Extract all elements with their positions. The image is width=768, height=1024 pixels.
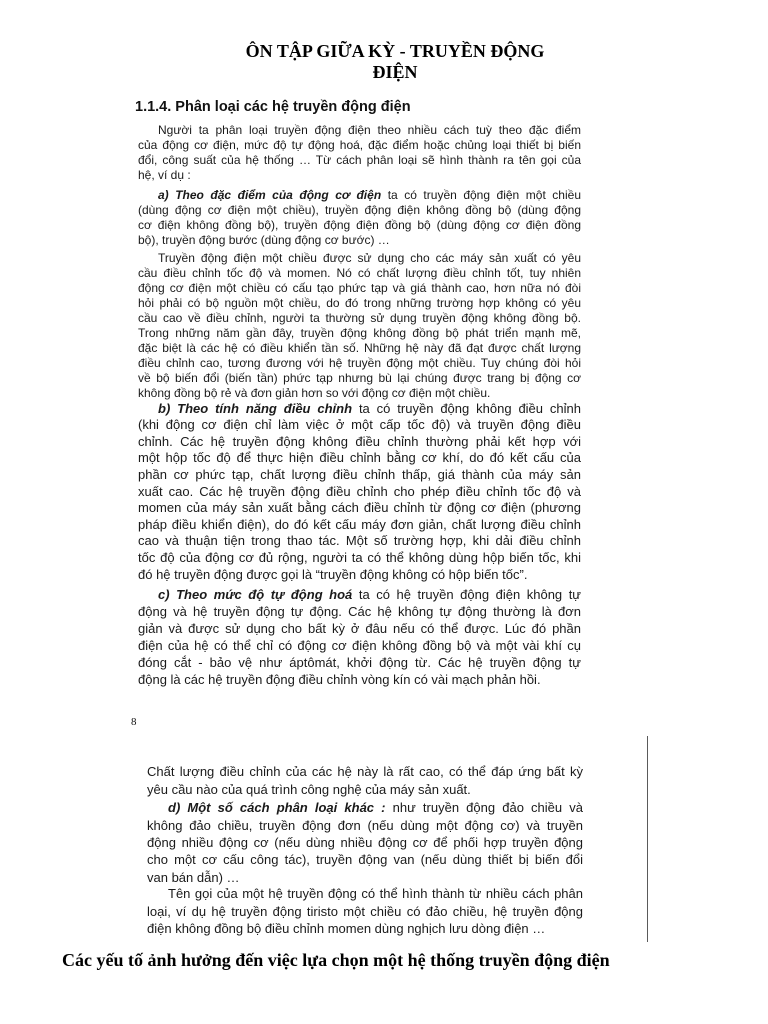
item-c-lead-rest: ta có hệ truyền động điện không tự <box>352 586 582 602</box>
scan-text-line: pháp điều khiển điện), do đó kết cấu máy đơn giản, chất lượng điều chỉnh <box>138 516 581 532</box>
scan-text-line: của động cơ điện, mức độ tự động hoá, đặc điểm hoặc chủng loại thiết bị biến <box>138 137 581 152</box>
scan-text-line: hệ, ví dụ : <box>138 167 191 182</box>
item-a-lead-rest: ta có truyền động điện một chiều <box>381 187 581 202</box>
scan-text-line: xuất cao. Các hệ truyền động điều chỉnh cho phép điều chỉnh tốc độ và <box>138 483 581 499</box>
paragraph-intro <box>138 123 581 183</box>
page-edge-line <box>647 736 648 942</box>
scan-text-line: momen của máy sản xuất bằng cách điều chỉnh từ động cơ điện (phương <box>138 500 581 516</box>
scan-text-line: điều chỉnh cao, tương đương với hệ truyền động một chiều. Tuy chúng đòi hỏi <box>138 356 581 371</box>
scan-text-line: đổi, công suất của hệ thống … Từ cách phân loại sẽ hình thành ra tên gọi của <box>138 152 581 167</box>
item-d-lead-in: d) Một số cách phân loại khác : <box>168 800 386 816</box>
scan-text-line: về bộ biến đổi (biến tần) phức tạp nhưng bù lại chúng được trang bị động cơ <box>138 371 581 386</box>
scan-text-line: động là các hệ truyền động điều chỉnh vòng kín có vài mạch phản hồi. <box>138 671 541 687</box>
paragraph-item-c <box>138 586 581 688</box>
item-b-lead-in: b) Theo tính năng điều chỉnh <box>158 400 353 416</box>
scan-text-line: cao và thuận tiện trong thao tác. Một số trường hợp, khi dải điều chỉnh <box>138 533 581 549</box>
scan-text-line: phần cơ phức tạp, chất lượng điều chỉnh thấp, giá thành của máy sản <box>138 467 581 483</box>
scan-text-line: động nhiều động cơ (nếu dùng nhiều động cơ để phối hợp truyền động <box>147 834 583 850</box>
scan-text-line: đóng cắt - bảo vệ như áptômát, khởi động từ. Các hệ truyền động tự <box>138 654 581 670</box>
scan-text-line: cầu điều chỉnh tốc độ và momen. Nó có chất lượng điều chỉnh tốt, tuy nhiên <box>138 265 581 280</box>
scan-text-line: (khi động cơ điện chỉ làm việc ở một cấp tốc độ) và truyền động điều <box>138 417 581 433</box>
paragraph-item-b <box>138 401 581 584</box>
paragraph-item-d <box>147 799 583 885</box>
scan-text-line: van bán dẫn) … <box>147 869 240 885</box>
document-title: ÔN TẬP GIỮA KỲ - TRUYỀN ĐỘNG ĐIỆN <box>245 41 545 82</box>
item-a-lead-in: a) Theo đặc điểm của động cơ điện <box>158 187 382 202</box>
scan-text-line <box>138 401 581 418</box>
scan-text-line: chỉnh. Các hệ truyền động không điều chỉnh thường phải kết hợp với <box>138 433 581 449</box>
item-d-lead-rest: như truyền động đảo chiều và <box>385 800 583 816</box>
paragraph-item-a <box>138 188 581 248</box>
scan-text-line: cầu cao về điều chỉnh, người ta thường sử dụng truyền động không đồng bộ. <box>138 310 581 325</box>
scan-text-line: cơ điện không đồng bộ), truyền động điện đồng bộ (dùng động cơ điện đồng <box>138 217 581 232</box>
scan-text-line: điện của hệ có thể chỉ có động cơ điện không đồng bộ và một vài khí cụ <box>138 637 581 653</box>
scan-text-line: một hộp tốc độ để thực hiện điều chỉnh bằng cơ khí, do đó kết cấu của <box>138 450 581 466</box>
scan-text-line: cho một cơ cấu công tác), truyền động van (nếu dùng thiết bị biến đổi <box>147 852 583 868</box>
paragraph-continuation <box>147 763 583 798</box>
item-b-lead-rest: ta có truyền động không điều chỉnh <box>352 400 581 416</box>
section-heading: 1.1.4. Phân loại các hệ truyền động điện <box>135 99 411 115</box>
scan-text-line: Tên gọi của một hệ truyền động có thể hình thành từ nhiều cách phân <box>168 886 583 902</box>
scan-text-line: Chất lượng điều chỉnh của các hệ này là rất cao, có thể đáp ứng bất kỳ <box>147 764 583 780</box>
scan-text-line: Truyền động điện một chiều được sử dụng cho các máy sản xuất có yêu <box>158 250 581 265</box>
scan-text-line: loại, ví dụ hệ truyền động tiristo một chiều có đảo chiều, hệ truyền động <box>147 903 583 919</box>
scan-text-line <box>138 586 581 603</box>
scan-text-line: yêu cầu nào của quá trình công nghệ của máy sản xuất. <box>147 781 471 797</box>
scan-text-line: đặc biệt là các hệ có điều khiển tần số. Những hệ này đã đạt được chất lượng <box>138 341 581 356</box>
scan-text-line: không đồng bộ rẻ và đơn giản hơn so với động cơ điện một chiều. <box>138 386 491 401</box>
scan-text-line <box>147 799 583 816</box>
scan-text-line: động và hệ truyền động tự động. Các hệ không tự động thường là đơn <box>138 603 581 619</box>
item-c-lead-in: c) Theo mức độ tự động hoá <box>158 586 353 602</box>
scan-text-line: điện không đồng bộ điều chỉnh momen dùng nghịch lưu dòng điện … <box>147 920 546 936</box>
scan-text-line <box>138 188 581 203</box>
scan-text-line: bộ), truyền động bước (dùng động cơ bước) … <box>138 232 390 247</box>
scan-text-line: đó hệ truyền động được gọi là “truyền động không có hộp biến tốc”. <box>138 566 528 582</box>
paragraph-naming <box>147 885 583 937</box>
scan-text-line: hỏi phải có bộ nguồn một chiều, do đó trong những trường hợp không có yêu <box>138 295 581 310</box>
scan-text-line: Trong những năm gần đây, truyền động không đồng bộ phát triển mạnh mẽ, <box>138 325 581 340</box>
scan-text-line: Người ta phân loại truyền động điện theo nhiều cách tuỳ theo đặc điểm <box>158 122 581 137</box>
paragraph-dc-drive <box>138 251 581 402</box>
scan-text-line: động cơ điện một chiều có cấu tạo phức tạp và giá thành cao, hơn nữa nó đòi <box>138 280 581 295</box>
scan-text-line: (dùng động cơ điện một chiều), truyền động điện không đồng bộ (dùng động <box>138 202 581 217</box>
page-number: 8 <box>131 716 137 728</box>
scan-text-line: giản và được sử dụng cho bất kỳ ở đâu nếu có thể được. Lúc đó phần <box>138 620 581 636</box>
scan-text-line: tốc độ của động cơ đủ rộng, người ta có thể không dùng hộp biến tốc, khi <box>138 550 581 566</box>
scan-text-line: không đảo chiều, truyền động đơn (nếu dùng một động cơ) và truyền <box>147 817 583 833</box>
section-subheading: Các yếu tố ảnh hưởng đến việc lựa chọn một hệ thống truyền động điện <box>62 950 610 970</box>
